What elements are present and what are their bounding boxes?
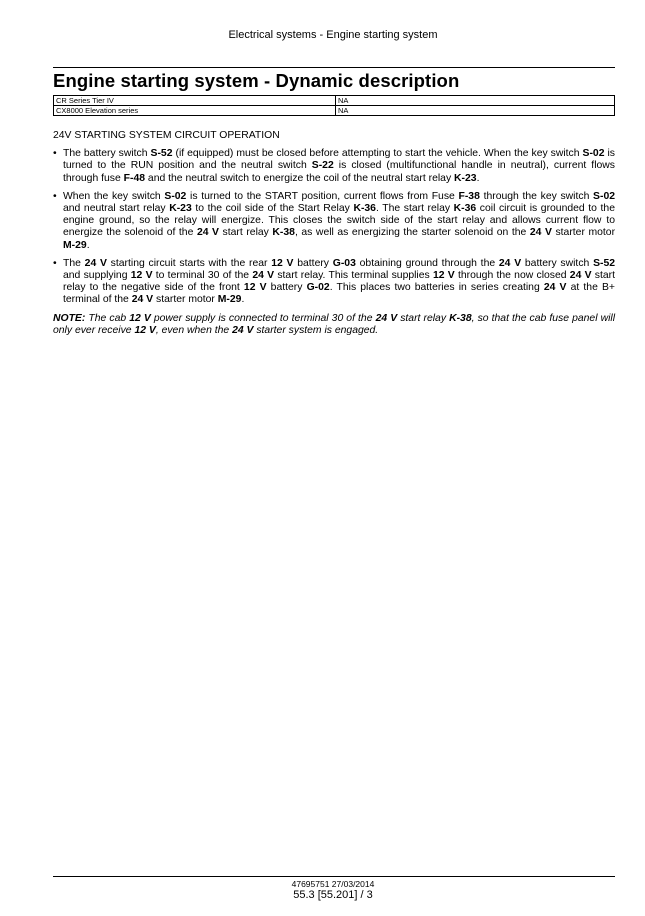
footer-divider [53, 876, 615, 877]
text-run: is closed (multifunctional handle in neutral), current flows through fuse [63, 160, 615, 184]
table-row [54, 106, 615, 116]
page-number: 55.3 [55.201] / 3 [293, 889, 373, 901]
text-run: power supply is connected to terminal 30 of the [150, 312, 376, 324]
bullet-icon: • [53, 190, 57, 202]
bold-term: M-29 [217, 294, 242, 306]
text-run: battery [293, 257, 333, 269]
bold-term: 12 V [243, 282, 267, 294]
document-reference: 47695751 27/03/2014 [291, 879, 375, 889]
bullet-icon: • [53, 148, 57, 160]
bold-term: S-02 [593, 190, 615, 202]
bold-term: 24 V [196, 227, 219, 239]
text-run: starting circuit starts with the rear [106, 257, 272, 269]
list-item [53, 191, 615, 252]
bold-term: 24 V [252, 270, 275, 282]
bold-term: 12 V [129, 312, 151, 324]
text-run: The cab [85, 312, 130, 324]
bullet-text [63, 191, 615, 251]
bold-term: 12 V [134, 324, 156, 336]
text-run: through the now closed [454, 270, 570, 282]
text-run: start relay [219, 227, 273, 239]
bold-term: F-48 [123, 172, 146, 184]
value-cell: NA [336, 106, 615, 116]
bold-term: S-52 [150, 148, 173, 160]
text-run: . [476, 172, 480, 184]
bullet-text [63, 258, 615, 306]
value-cell: NA [336, 96, 615, 106]
text-run: starter motor [551, 227, 616, 239]
text-run: and the neutral switch to energize the coil of the neutral start relay [145, 172, 455, 184]
text-run: starter motor [153, 294, 218, 306]
bold-term: G-02 [306, 282, 330, 294]
bold-term: 12 V [271, 257, 294, 269]
table-row [54, 96, 615, 106]
text-run: and supplying [63, 270, 131, 282]
bullet-list [53, 148, 615, 306]
bold-term: 24 V [232, 324, 254, 336]
bold-term: M-29 [63, 239, 87, 251]
bold-term: 24 V [131, 294, 154, 306]
page-title: Engine starting system - Dynamic description [53, 67, 615, 92]
bold-term: K-23 [169, 203, 192, 215]
applicability-table [53, 95, 615, 116]
text-run: The battery switch [63, 148, 151, 160]
bold-term: K-23 [454, 172, 477, 184]
text-run: start relay to the negative side of the front [63, 270, 616, 294]
text-run: starter system is engaged. [253, 324, 379, 336]
bold-term: 12 V [432, 270, 455, 282]
text-run: . [86, 239, 90, 251]
text-run: coil circuit is grounded to the engine ground, so the relay will energize. This closes the switch side of the start relay and allows current flow to energize the solenoid of the [63, 203, 615, 239]
bold-term: S-22 [311, 160, 334, 172]
bold-term: NOTE: [53, 312, 86, 324]
text-run: start relay. This terminal supplies [274, 270, 433, 282]
text-run: (if equipped) must be closed before attempting to start the vehicle. When the key switch [172, 148, 583, 160]
bold-term: 24 V [543, 282, 567, 294]
bold-term: K-36 [453, 203, 477, 215]
text-run: . [241, 294, 245, 306]
bold-term: 24 V [375, 312, 398, 324]
text-run: is turned to the RUN position and the neutral switch [63, 148, 615, 172]
content-body [53, 130, 615, 337]
text-run: , as well as energizing the starter solenoid on the [294, 227, 530, 239]
text-run: start relay [397, 312, 450, 324]
bold-term: S-02 [164, 190, 187, 202]
bullet-icon: • [53, 257, 57, 269]
bold-term: G-03 [332, 257, 356, 269]
text-run: is turned to the START position, current flows from Fuse [186, 190, 459, 202]
text-run: battery switch [521, 257, 594, 269]
bullet-text [63, 148, 615, 183]
running-header: Electrical systems - Engine starting system [228, 29, 438, 41]
bold-term: 24 V [569, 270, 592, 282]
bold-term: 24 V [84, 257, 107, 269]
bold-term: F-38 [458, 190, 480, 202]
text-run: , even when the [155, 324, 233, 336]
bold-term: K-38 [449, 312, 472, 324]
bold-term: S-52 [593, 257, 616, 269]
bold-term: K-38 [272, 227, 295, 239]
text-run: obtaining ground through the [355, 257, 499, 269]
text-run: The [63, 257, 85, 269]
bold-term: 24 V [498, 257, 522, 269]
text-run: , so that the cab fuse panel will only ever receive [53, 312, 616, 336]
text-run: . This places two batteries in series creating [329, 282, 544, 294]
bold-term: K-36 [353, 203, 376, 215]
text-run: to the coil side of the Start Relay [191, 203, 354, 215]
text-run: . The start relay [375, 203, 454, 215]
text-run: at the B+ terminal of the [63, 282, 615, 306]
list-item [53, 258, 615, 307]
section-heading: 24V STARTING SYSTEM CIRCUIT OPERATION [53, 130, 280, 141]
note-paragraph [53, 313, 615, 337]
text-run: and neutral start relay [63, 203, 170, 215]
bold-term: 12 V [130, 270, 153, 282]
text-run: through the key switch [479, 190, 594, 202]
bold-term: 24 V [529, 227, 552, 239]
bold-term: S-02 [582, 148, 605, 160]
model-cell: CX8000 Elevation series [54, 106, 336, 116]
list-item [53, 148, 615, 185]
text-run: When the key switch [63, 190, 165, 202]
text-run: battery [266, 282, 307, 294]
text-run: to terminal 30 of the [152, 270, 253, 282]
model-cell: CR Series Tier IV [54, 96, 336, 106]
